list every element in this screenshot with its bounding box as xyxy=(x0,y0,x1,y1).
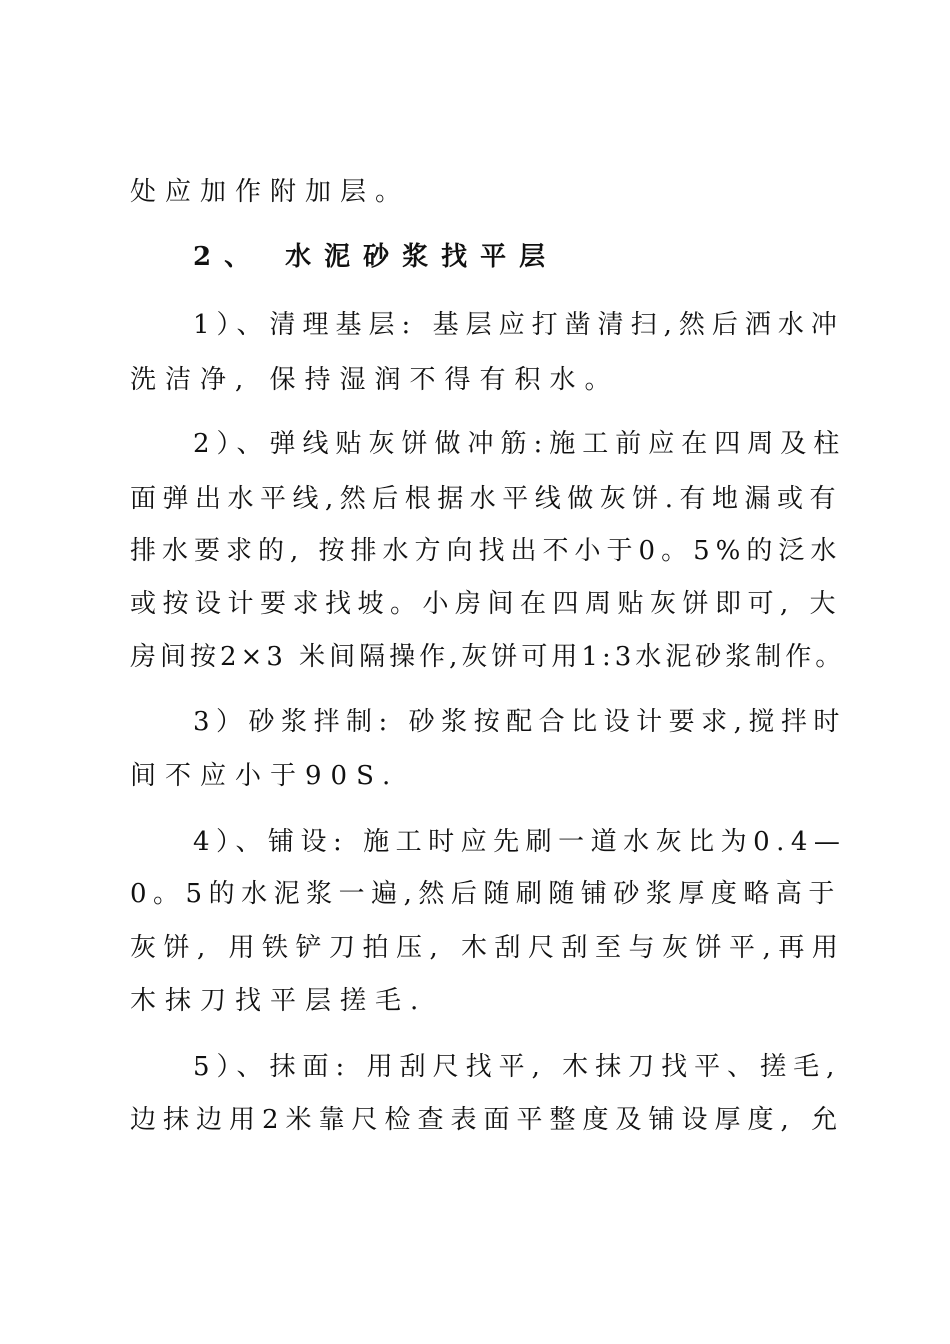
text-line: 4）、铺设: 施工时应先刷一道水灰比为0.4— xyxy=(193,827,847,857)
text-line: 灰饼, 用铁铲刀拍压, 木刮尺刮至与灰饼平,再用 xyxy=(130,933,846,963)
text-line: 间不应小于90S. xyxy=(130,761,400,791)
text-line: 5）、抹面: 用刮尺找平, 木抹刀找平、搓毛, xyxy=(193,1052,842,1082)
text-line: 房间按2×3 米间隔操作,灰饼可用1:3水泥砂浆制作。 xyxy=(130,642,846,672)
section-heading: 2、 水泥砂浆找平层 xyxy=(193,242,559,272)
text-line: 洗洁净, 保持湿润不得有积水。 xyxy=(130,365,620,395)
text-line: 排水要求的, 按排水方向找出不小于0。5%的泛水 xyxy=(130,536,843,566)
text-line: 木抹刀找平层搓毛. xyxy=(130,986,428,1016)
text-line: 或按设计要求找坡。小房间在四周贴灰饼即可, 大 xyxy=(130,589,843,619)
text-line: 0。5的水泥浆一遍,然后随刷随铺砂浆厚度略高于 xyxy=(130,879,841,909)
text-line: 处应加作附加层。 xyxy=(130,177,411,207)
text-line: 3）砂浆拌制: 砂浆按配合比设计要求,搅拌时 xyxy=(193,707,846,737)
text-line: 边抹边用2米靠尺检查表面平整度及铺设厚度, 允 xyxy=(130,1105,845,1135)
text-line: 2）、弹线贴灰饼做冲筋:施工前应在四周及柱 xyxy=(193,429,847,459)
text-line: 1）、清理基层: 基层应打凿清扫,然后洒水冲 xyxy=(193,310,844,340)
text-line: 面弹出水平线,然后根据水平线做灰饼.有地漏或有 xyxy=(130,484,843,514)
